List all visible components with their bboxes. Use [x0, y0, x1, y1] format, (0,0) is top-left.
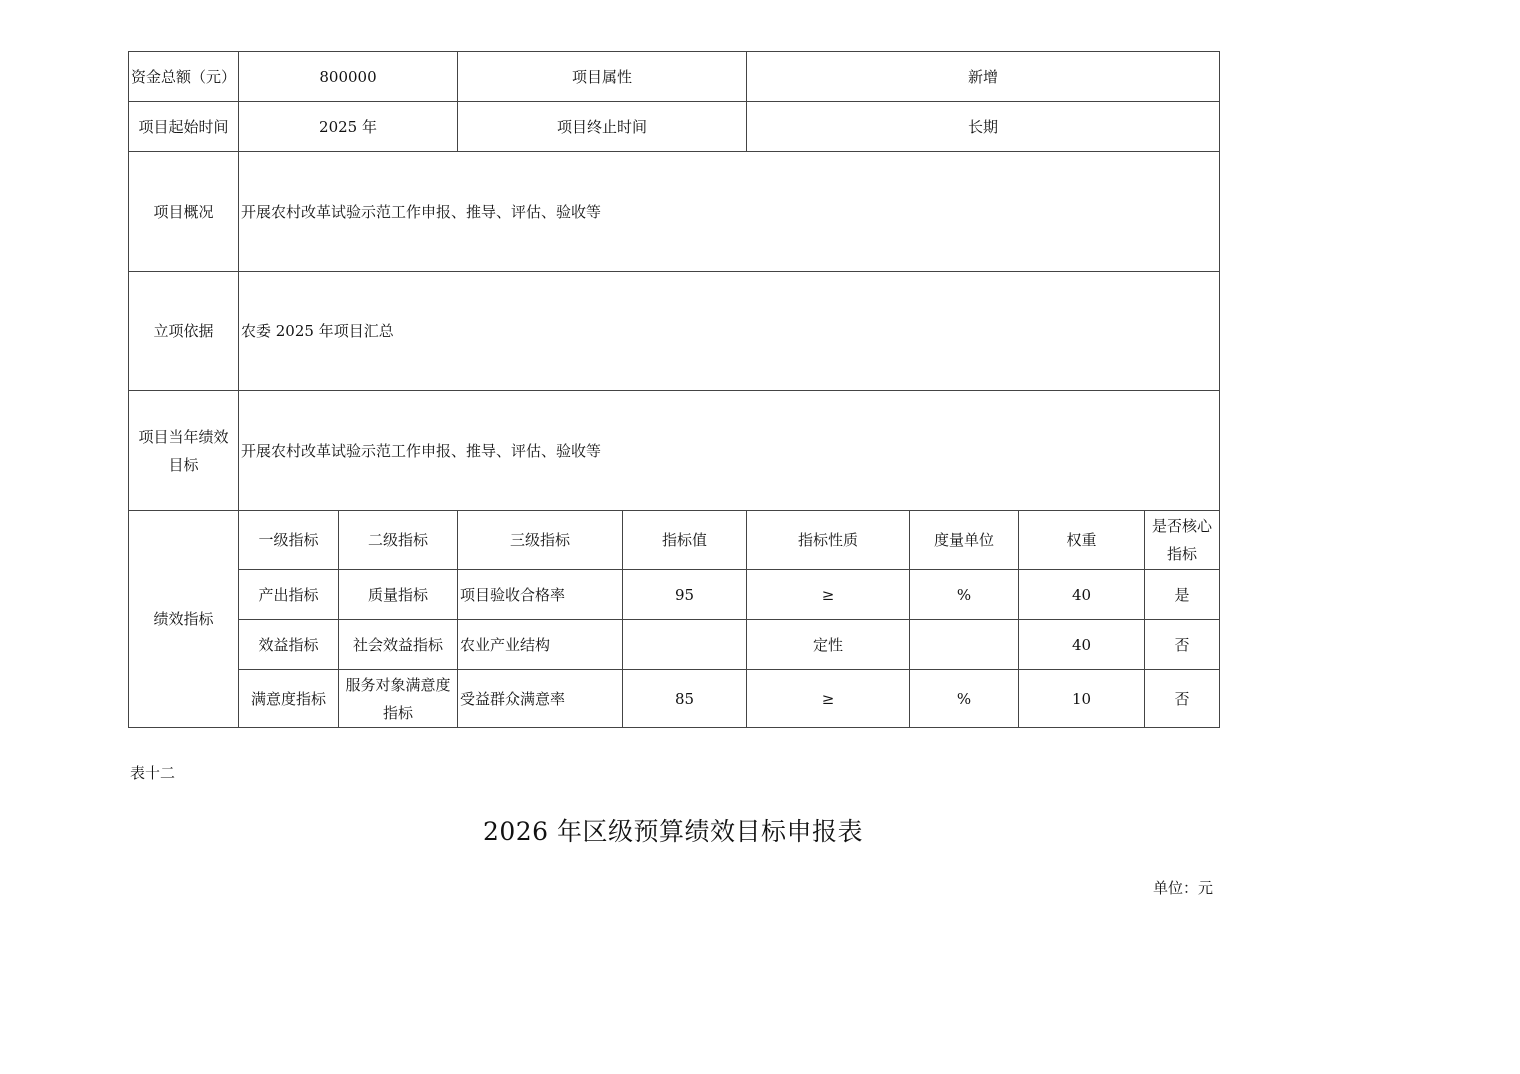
- row1-weight: 40: [1019, 570, 1145, 620]
- row1-unit: %: [910, 570, 1019, 620]
- goal-label-line1: 项目当年绩效: [138, 427, 229, 446]
- row1-level2: 质量指标: [339, 570, 458, 620]
- goal-label: [129, 391, 239, 511]
- row3-level1: 满意度指标: [239, 670, 339, 728]
- row3-level2-line2: 指标: [383, 703, 414, 722]
- overview-value: 开展农村改革试验示范工作申报、推导、评估、验收等: [239, 152, 1220, 272]
- goal-row: [129, 391, 1220, 511]
- header-level2: 二级指标: [339, 511, 458, 570]
- row1-level1: 产出指标: [239, 570, 339, 620]
- goal-value: 开展农村改革试验示范工作申报、推导、评估、验收等: [239, 391, 1220, 511]
- row2-weight: 40: [1019, 620, 1145, 670]
- row2-level1: 效益指标: [239, 620, 339, 670]
- row3-weight: 10: [1019, 670, 1145, 728]
- start-label: 项目起始时间: [129, 102, 239, 152]
- header-level1: 一级指标: [239, 511, 339, 570]
- end-label: 项目终止时间: [458, 102, 747, 152]
- row2-core: 否: [1145, 620, 1220, 670]
- basis-label: 立项依据: [129, 272, 239, 391]
- header-core-line2: 指标: [1167, 545, 1198, 563]
- header-nature: 指标性质: [747, 511, 910, 570]
- row2-level2: 社会效益指标: [339, 620, 458, 670]
- header-unit: 度量单位: [910, 511, 1019, 570]
- period-row: [129, 102, 1220, 152]
- row1-nature: ≥: [747, 570, 910, 620]
- fund-total-label: 资金总额（元）: [129, 52, 239, 102]
- row3-nature: ≥: [747, 670, 910, 728]
- budget-performance-table: [128, 51, 1220, 728]
- row2-nature: 定性: [747, 620, 910, 670]
- header-core: [1145, 511, 1220, 570]
- table-row: [129, 620, 1220, 670]
- table-caption: 表十二: [130, 764, 176, 782]
- row3-core: 否: [1145, 670, 1220, 728]
- basis-value: 农委 2025 年项目汇总: [239, 272, 1220, 391]
- row3-unit: %: [910, 670, 1019, 728]
- table-row: [129, 670, 1220, 728]
- row3-level2-line1: 服务对象满意度: [345, 675, 451, 694]
- row2-unit: [910, 620, 1019, 670]
- row2-value: [623, 620, 747, 670]
- overview-row: [129, 152, 1220, 272]
- row3-level2: [339, 670, 458, 728]
- goal-label-line2: 目标: [168, 455, 199, 474]
- row1-level3: 项目验收合格率: [458, 570, 623, 620]
- page-title: 2026 年区级预算绩效目标申报表: [482, 817, 864, 846]
- attribute-value: 新增: [747, 52, 1220, 102]
- start-value: 2025 年: [239, 102, 458, 152]
- header-level3: 三级指标: [458, 511, 623, 570]
- row3-value: 85: [623, 670, 747, 728]
- header-core-line1: 是否核心: [1152, 517, 1213, 535]
- end-value: 长期: [747, 102, 1220, 152]
- overview-label: 项目概况: [129, 152, 239, 272]
- table-row: [129, 570, 1220, 620]
- header-value: 指标值: [623, 511, 747, 570]
- row1-core: 是: [1145, 570, 1220, 620]
- attribute-label: 项目属性: [458, 52, 747, 102]
- unit-label: 单位：元: [1153, 879, 1214, 897]
- basis-row: [129, 272, 1220, 391]
- row1-value: 95: [623, 570, 747, 620]
- fund-row: [129, 52, 1220, 102]
- fund-total-value: 800000: [239, 52, 458, 102]
- row2-level3: 农业产业结构: [458, 620, 623, 670]
- indicators-label: 绩效指标: [129, 511, 239, 728]
- row3-level3: 受益群众满意率: [458, 670, 623, 728]
- header-weight: 权重: [1019, 511, 1145, 570]
- indicator-header-row: [129, 511, 1220, 570]
